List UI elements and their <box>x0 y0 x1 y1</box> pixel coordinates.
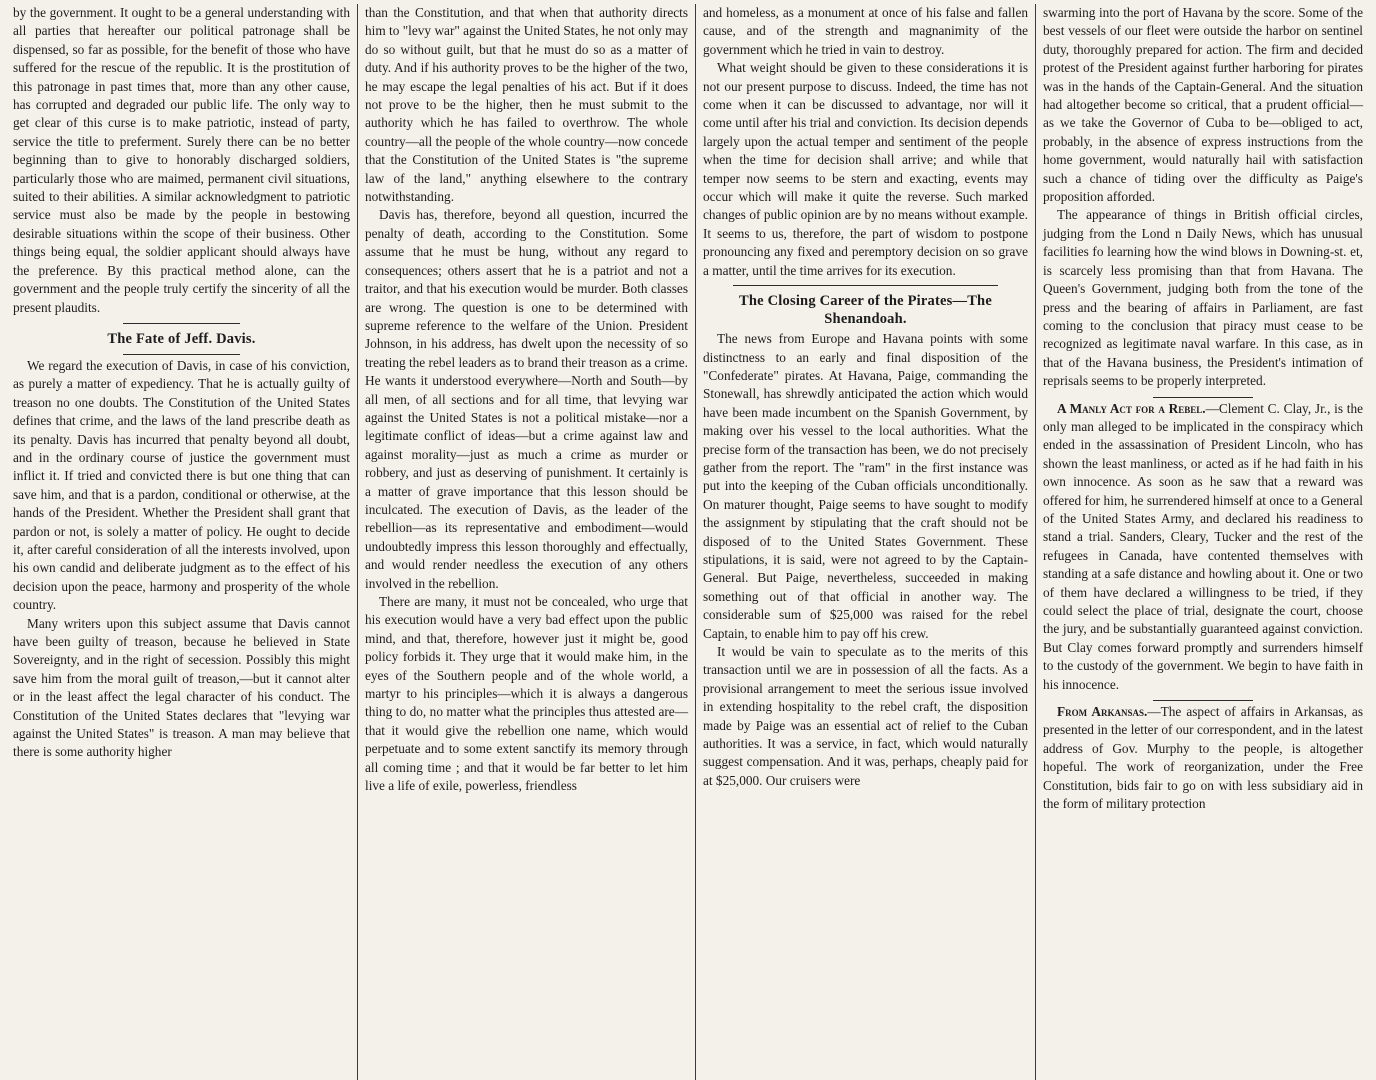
paragraph: What weight should be given to these considerations it is not our present purpose to discuss. Indeed, the time has not come when it can be discussed to advantage, nor will it come until after his trial and conviction. Its decision depends largely upon the actual temper and sentiment of the people when the time for decision shall arrive; and while that temper now seems to be stern and exacting, events may occur which will make it quite the reverse. Such marked changes of public opinion are by no means without example. It seems to us, therefore, the part of wisdom to postpone pronouncing any fixed and peremptory decision on so grave a matter, until the time arrives for its execution. <box>703 60 1028 278</box>
column-4 <box>1036 4 1370 1080</box>
paragraph <box>1043 703 1363 813</box>
paragraph: Davis has, therefore, beyond all question, incurred the penalty of death, according to the Constitution. Some assume that he must be hung, without any regard to consequences; others assert that he is a patriot and not a traitor, and that his execution would be murder. Both classes are wrong. The question is one to be determined with supreme reference to the welfare of the Union. President Johnson, in his address, has dwelt upon the necessity of so treating the rebel leaders as to brand their treason as a crime. He wants it understood everywhere—North and South—by all men, of all sections and for all time, that levying war against the United States is not a political mistake—nor a legitimate conflict of ideas—but a crime against law and against morality—just as much a crime as murder or robbery, and just as deserving of punishment. It certainly is a matter of grave importance that this lesson should be inculcated. The execution of Davis, as the leader of the rebellion—as its representative and embodiment—would undoubtedly impress this lesson thoroughly and effectually, and would render needless the execution of any others involved in the rebellion. <box>365 207 688 591</box>
item-lead: A Manly Act for a Rebel. <box>1057 400 1206 416</box>
paragraph: Many writers upon this subject assume that Davis cannot have been guilty of treason, because he believed in State Sovereignty, and in the right of secession. Possibly this might save him from the moral guilt of treason,—but it cannot alter or in the least affect the legal character of his conduct. The Constitution of the United States declares that "levying war against the United States" is treason. A man may believe that there is some authority higher <box>13 615 350 760</box>
divider <box>733 285 998 286</box>
paragraph: The appearance of things in British official circles, judging from the Lond n Daily News, which has unusual facilities fo learning how the wind blows in Downing-st. et, is scarcely less promising than that from Havana. The Queen's Government, judging both from the tone of the press and the bearing of affairs in Parliament, are fast coming to the conclusion that piracy must cease to be recognized as legitimate naval warfare. In this case, as in that of the Havana business, the President's intimation of reprisals seems to be properly interpreted. <box>1043 207 1363 389</box>
paragraph: than the Constitution, and that when that authority directs him to "levy war" against the United States, he not only may do so without guilt, but that he must do so as a matter of duty. And if his authority proves to be the higher of the two, he may escape the legal penalties of his act. But if it does not prove to be the higher, then he must submit to the authority which he has failed to overthrow. The whole country—all the people of the whole country—now concede that the Constitution of the United States is "the supreme law of the land," anything elsewhere to the contrary notwithstanding. <box>365 5 688 205</box>
column-2 <box>358 4 696 1080</box>
article-heading: The Fate of Jeff. Davis. <box>107 330 256 347</box>
divider <box>1153 700 1253 701</box>
item-text: —Clement C. Clay, Jr., is the only man alleged to be implicated in the conspiracy which ended in the assassination of President Lincoln, who has shown the least manliness, or acted as if he had faith in his own innocence. As soon as he saw that a reward was offered for him, he surrendered himself at once to a General of the United States Army, and declared his readiness to stand a trial. Sanders, Cleary, Tucker and the rest of the refugees in Canada, have contented themselves with standing at a safe distance and howling about it. One or two of them have declared a willingness to be tried, if they could select the place of trial, designate the court, choose the jury, and be substantially guaranteed against conviction. But Clay comes forward promptly and surrenders himself to the custody of the government. We begin to have faith in his innocence. <box>1043 400 1363 692</box>
paragraph: The news from Europe and Havana points with some distinctness to an early and final disposition of the "Confederate" pirates. At Havana, Paige, commanding the Stonewall, has shrewdly anticipated the action which would have been made incumbent on the Spanish Government, by making over his vessel to the local authorities. What the precise form of the transaction has been, we do not precisely gather from the report. The "ram" in the first instance was put into the keeping of the Cuban officials unconditionally. On maturer thought, Paige seems to have sought to modify the assignment by stipulating that the craft should not be disposed of to the United States Government. These stipulations, it is said, were not agreed to by the Captain-General. But Paige, nevertheless, succeeded in making something out of that official in another way. The considerable sum of $25,000 was raised for the rebel Captain, to enable him to pay off his crew. <box>703 331 1028 641</box>
column-3 <box>696 4 1036 1080</box>
item-text: —The aspect of affairs in Arkansas, as presented in the letter of our correspondent, and in the latest address of Gov. Murphy to the people, is altogether hopeful. The work of reorganization, under the Free Constitution, bids fair to go on with less subsidiary aid in the form of military protection <box>1043 704 1363 812</box>
paragraph <box>1043 400 1363 695</box>
divider <box>123 323 240 324</box>
paragraph: We regard the execution of Davis, in case of his conviction, as purely a matter of expediency. That he is actually guilty of treason no one doubts. The Constitution of the United States defines that crime, and the laws of the land prescribe death as its penalty. Davis has incurred that penalty beyond all doubt, and in the ordinary course of justice the government must inflict it. If tried and convicted there is but one thing that can save him, and that is a pardon, conditional or otherwise, at the hands of the President. Whether the President shall grant that pardon or not, is solely a matter of policy. He ought to decide it, after careful consideration of all the interests involved, upon his own candid and deliberate judgment as to the effect of his decision upon the peace, harmony and prosperity of the whole country. <box>13 357 350 613</box>
divider <box>1153 397 1253 398</box>
paragraph: swarming into the port of Havana by the score. Some of the best vessels of our fleet were outside the harbor on sentinel duty, thoroughly prepared for action. The firm and decided protest of the President against further harboring for pirates was in the hands of the Captain-General. And the situation had altogether become so critical, that a prudent official—as we take the Governor of Cuba to be—obliged to act, probably, in the absence of express instructions from the home government, would naturally hail with satisfaction such a chance of tiding over the difficulty as Paige's proposition afforded. <box>1043 5 1363 205</box>
paragraph: by the government. It ought to be a general understanding with all parties that hereafter our political patronage shall be dispensed, so far as possible, for the benefit of those who have suffered for the rescue of the republic. It is the prostitution of this patronage in past times that, more than any other cause, has corrupted and degraded our public life. The only way to get clear of this curse is to make patriotic, instead of party, service the title to preferment. Surely there can be no better beginning than to give to honorably discharged soldiers, particularly those who are maimed, permanent civil situations, suited to their abilities. A similar acknowledgment to patriotic service must also be made by the people in bestowing desirable situations within the scope of their business. Other things being equal, the soldier applicant should always have the preference. By this practical method alone, can the government and the people truly certify the sincerity of all the present plaudits. <box>13 5 350 315</box>
paragraph: It would be vain to speculate as to the merits of this transaction until we are in possession of all the facts. As a provisional arrangement to meet the serious issue involved in extending hospitality to the rebel craft, the disposition made by Paige was an essential act of relief to the Cuban authorities. It was a service, in fact, which would naturally suggest compensation. And it was, perhaps, cheaply paid for at $25,000. Our cruisers were <box>703 644 1028 788</box>
item-lead: From Arkansas. <box>1057 704 1148 720</box>
divider <box>123 354 240 355</box>
paragraph: There are many, it must not be concealed, who urge that his execution would have a very bad effect upon the public mind, and that, therefore, however just it might be, good policy forbids it. They urge that it would make him, in the eyes of the Southern people and of the whole world, a martyr to his principles—which it is always a dangerous thing to do, no matter what the principles thus attested are—that it would give the rebellion one name, which would perpetuate and to some extent sanctify its memory through all coming time ; and that it would be far better to let him live a life of exile, powerless, friendless <box>365 594 688 794</box>
article-heading: The Closing Career of the Pirates—The Shenandoah. <box>739 293 992 328</box>
paragraph: and homeless, as a monument at once of his false and fallen cause, and of the strength and magnanimity of the government which he tried in vain to destroy. <box>703 5 1028 57</box>
column-1 <box>6 4 358 1080</box>
